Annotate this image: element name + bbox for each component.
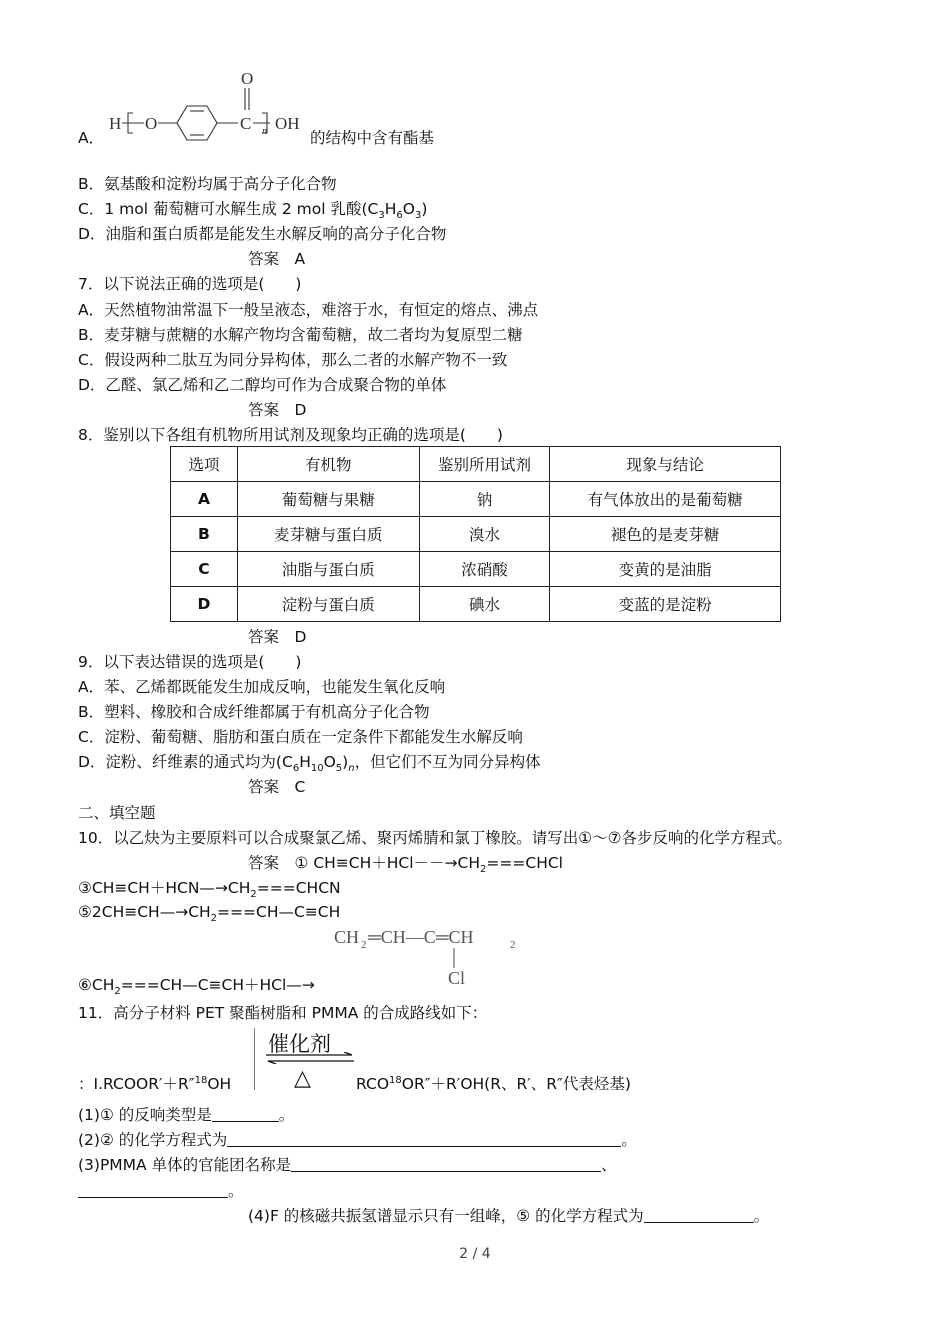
q9-d-s1: 6 [292, 763, 300, 775]
q10-equation-6 [78, 975, 315, 998]
table-cell: 麦芽糖与蛋白质 [237, 517, 419, 552]
q6-c-end: ) [421, 200, 428, 218]
q11-p3-end: 。 [228, 1182, 244, 1200]
section-title: 二、填空题 [78, 804, 156, 822]
table-row [171, 482, 781, 517]
q11-p1-end: 。 [278, 1106, 295, 1124]
answer-blank[interactable] [227, 1130, 621, 1147]
table-cell: D [171, 587, 238, 622]
q7-option-d: D．乙醛、氯乙烯和乙二醇均可作为合成聚合物的单体 [78, 376, 447, 394]
catalyst-label: 催化剂 [268, 1032, 331, 1056]
q11-stem: 11．高分子材料 PET 聚酯树脂和 PMMA 的合成路线如下： [78, 1004, 488, 1022]
table-cell: 淀粉与蛋白质 [237, 587, 419, 622]
table-cell: A [171, 482, 238, 517]
q10-equation-3 [78, 878, 341, 901]
header-cell: 有机物 [237, 447, 419, 482]
q11-r-sup: 18 [194, 1074, 208, 1086]
q6-c-s2: 6 [396, 210, 403, 222]
q10-l3-pre: ③CH≡CH＋HCN—→CH [78, 879, 251, 897]
q9-option-b: B．塑料、橡胶和合成纤维都属于有机高分子化合物 [78, 703, 430, 721]
q11-r-pre: ：Ⅰ.RCOOR′＋R″ [78, 1075, 195, 1093]
answer-blank[interactable] [78, 1181, 228, 1198]
table-cell: B [171, 517, 238, 552]
q8-table [170, 446, 781, 622]
q6-option-d: D．油脂和蛋白质都是能发生水解反响的高分子化合物 [78, 225, 447, 243]
struct-oh: OH [275, 114, 300, 133]
header-cell: 选项 [171, 447, 238, 482]
q9-d-m2: O [323, 753, 336, 771]
struct-sub-left: 2 [361, 939, 367, 951]
q11-part-1 [78, 1105, 294, 1125]
reversible-arrow-icon [264, 1052, 356, 1064]
table-row [171, 517, 781, 552]
table-cell: C [171, 552, 238, 587]
q10-equation-5 [78, 902, 341, 925]
q10-l6-end: ===CH—C≡CH＋HCl—→ [120, 976, 315, 994]
q10-l5-end: ===CH—C≡CH [217, 903, 341, 921]
q10-l5-pre: ⑤2CH≡CH—→CH [78, 903, 211, 921]
table-cell: 变黄的是油脂 [550, 552, 781, 587]
q9-d-m1: H [299, 753, 311, 771]
chloroprene-structure [330, 922, 530, 988]
table-cell: 碘水 [419, 587, 550, 622]
answer-blank[interactable] [291, 1155, 601, 1172]
q10-ans-end: ===CHCl [486, 854, 563, 872]
q6-c-s3: 3 [414, 210, 422, 222]
struct-sub-right: 2 [510, 939, 516, 951]
q6-option-a-suffix: 的结构中含有酯基 [310, 129, 435, 147]
q9-option-c: C．淀粉、葡萄糖、脂肪和蛋白质在一定条件下都能发生水解反响 [78, 728, 523, 746]
q7-stem: 7．以下说法正确的选项是( ) [78, 275, 302, 293]
q9-option-d [78, 752, 541, 775]
q10-ans-pre: 答案 ① CH≡CH＋HCl－－→CH [248, 854, 481, 872]
struct-ch2-left: CH [334, 927, 360, 947]
q6-c-m1: H [384, 200, 397, 218]
q11-reaction-rhs [356, 1074, 631, 1094]
struct-c: C [240, 114, 252, 133]
answer-blank[interactable] [644, 1206, 754, 1223]
table-cell: 葡萄糖与果糖 [237, 482, 419, 517]
q11-p4-end: 。 [753, 1207, 770, 1225]
q10-l3-s1: 2 [250, 889, 257, 901]
page-number: 2 / 4 [459, 1246, 491, 1262]
struct-chain: ═CH—C═CH [368, 927, 474, 947]
q11-part-2 [78, 1130, 637, 1150]
struct-o: O [145, 114, 158, 133]
q9-d-s4: n [348, 763, 355, 775]
q6-c-s1: 3 [378, 210, 385, 222]
q7-option-c: C．假设两种二肽互为同分异构体，那么二者的水解产物不一致 [78, 351, 508, 369]
q11-rhs-sup: 18 [389, 1074, 402, 1086]
q11-p1-pre: (1)① 的反响类型是 [78, 1106, 212, 1124]
q6-c-m2: O [402, 200, 415, 218]
polyester-structure [100, 66, 312, 146]
header-cell: 鉴别所用试剂 [419, 447, 550, 482]
q11-p3-pre: (3)PMMA 单体的官能团名称是 [78, 1156, 292, 1174]
q6-c-pre: C．1 mol 葡萄糖可水解生成 2 mol 乳酸(C [78, 200, 379, 218]
q10-answer-1 [248, 853, 563, 876]
q9-answer: 答案 C [248, 778, 306, 796]
q9-d-end: ，但它们不互为同分异构体 [354, 753, 541, 771]
q11-p4-pre: (4)F 的核磁共振氢谱显示只有一组峰，⑤ 的化学方程式为 [248, 1207, 644, 1225]
q10-l3-end: ===CHCN [256, 879, 341, 897]
q7-answer: 答案 D [248, 401, 307, 419]
q10-l6-pre: ⑥CH [78, 976, 115, 994]
q6-option-c [78, 199, 428, 222]
q11-rhs-end: OR″＋R′OH(R、R′、R″代表烃基) [401, 1075, 631, 1093]
struct-n: n [262, 126, 267, 137]
q6-answer: 答案 A [248, 250, 306, 268]
q11-p2-end: 。 [621, 1131, 637, 1149]
q11-rhs-pre: RCO [356, 1075, 390, 1093]
q9-option-a: A．苯、乙烯都既能发生加成反响，也能发生氧化反响 [78, 678, 446, 696]
table-header-row [171, 447, 781, 482]
q8-stem: 8．鉴别以下各组有机物所用试剂及现象均正确的选项是( ) [78, 426, 503, 444]
q6-option-a-prefix: A． [78, 129, 105, 147]
heat-delta-icon: △ [294, 1066, 311, 1091]
table-row [171, 552, 781, 587]
struct-top-o: O [241, 69, 254, 88]
q7-option-a: A．天然植物油常温下一般呈液态，难溶于水，有恒定的熔点、沸点 [78, 301, 539, 319]
table-cell: 溴水 [419, 517, 550, 552]
q11-part-3-cont [78, 1181, 244, 1201]
q11-p2-pre: (2)② 的化学方程式为 [78, 1131, 228, 1149]
q10-l5-s1: 2 [210, 913, 218, 925]
q8-answer: 答案 D [248, 628, 307, 646]
q9-d-s3: 5 [335, 763, 343, 775]
q10-ans-s1: 2 [480, 864, 487, 876]
header-cell: 现象与结论 [550, 447, 781, 482]
q9-stem: 9．以下表达错误的选项是( ) [78, 653, 302, 671]
table-cell: 钠 [419, 482, 550, 517]
q10-l6-s1: 2 [114, 986, 121, 998]
q11-part-3 [78, 1155, 617, 1175]
table-cell: 变蓝的是淀粉 [550, 587, 781, 622]
q9-d-m3: ) [342, 753, 349, 771]
reaction-condition [254, 1028, 356, 1092]
struct-h: H [109, 114, 122, 133]
table-cell: 浓硝酸 [419, 552, 550, 587]
q11-p3-mid: 、 [601, 1156, 617, 1174]
table-cell: 油脂与蛋白质 [237, 552, 419, 587]
table-row [171, 587, 781, 622]
q10-stem: 10．以乙炔为主要原料可以合成聚氯乙烯、聚丙烯腈和氯丁橡胶。请写出①～⑦各步反响的化学方程式。 [78, 829, 793, 847]
q11-r-mid: OH [207, 1075, 232, 1093]
table-cell: 有气体放出的是葡萄糖 [550, 482, 781, 517]
struct-cl: Cl [448, 968, 466, 988]
q11-part-4 [248, 1206, 769, 1226]
q7-option-b: B．麦芽糖与蔗糖的水解产物均含葡萄糖，故二者均为复原型二糖 [78, 326, 523, 344]
q9-d-pre: D．淀粉、纤维素的通式均为(C [78, 753, 293, 771]
q9-d-s2: 10 [310, 763, 324, 775]
answer-blank[interactable] [212, 1105, 279, 1122]
q11-reaction-lhs [78, 1074, 231, 1094]
q6-option-b: B．氨基酸和淀粉均属于高分子化合物 [78, 175, 337, 193]
table-cell: 褪色的是麦芽糖 [550, 517, 781, 552]
